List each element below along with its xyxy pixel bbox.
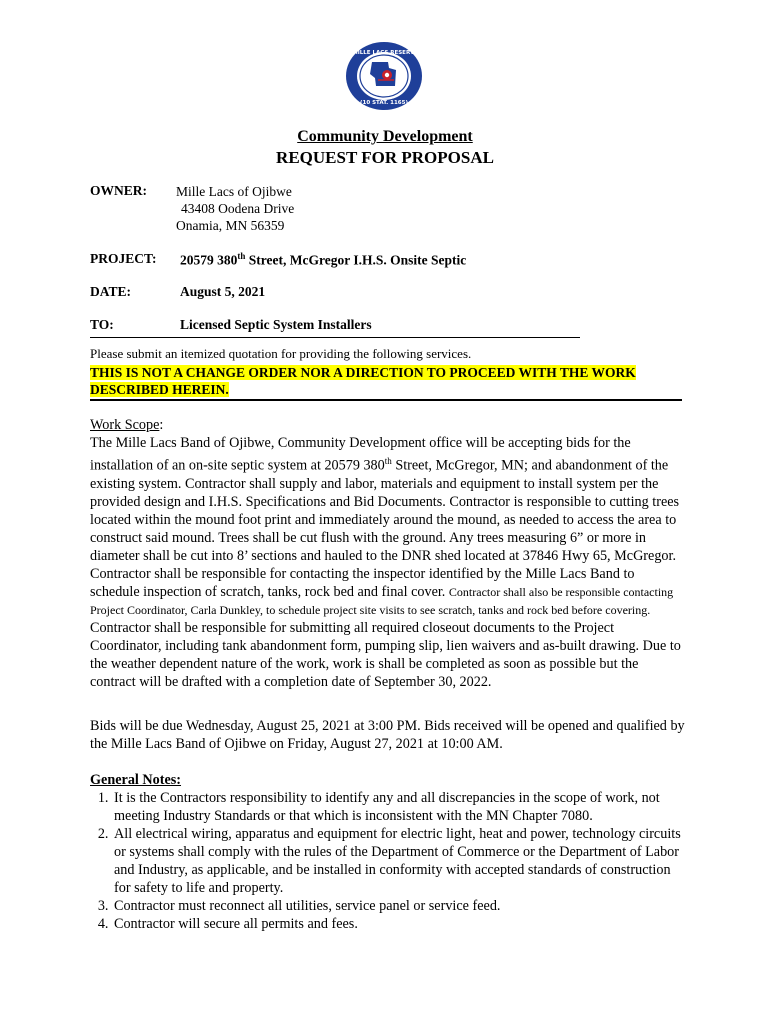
to-row [90, 317, 114, 333]
work-scope-sup: th [384, 456, 392, 466]
project-address-number: 20579 380 [180, 252, 238, 268]
project-label: PROJECT: [90, 251, 157, 266]
work-scope-text-a: The Mille Lacs Band of Ojibwe, Community Development office will be accepting bids for the installation of an on-site septic system at 20579 380 [90, 435, 631, 474]
general-notes-heading: General Notes: [90, 772, 182, 788]
svg-text:(10 STAT. 1165): (10 STAT. 1165) [360, 100, 408, 106]
owner-row [90, 183, 147, 199]
date-row [90, 284, 131, 300]
note-item: 1. It is the Contractors responsibility to identify any and all discrepancies in the scope of work, not meeting Industry Standards or that which is inconsistent with the MN Chapter 7080. [112, 789, 685, 825]
owner-address [176, 183, 294, 234]
note-item: 2. All electrical wiring, apparatus and equipment for electric light, heat and power, technology circuits or systems shall comply with the rules of the Department of Commerce or the Department of Labor and Industry, as applicable, and be installed in conformity with accepted standards of construction for safety to life and property. [112, 825, 685, 897]
note-item: 4. Contractor will secure all permits and fees. [112, 915, 685, 933]
document-title: Community Development [297, 128, 473, 145]
svg-text:1855 MILLE LACS RESERVATION: 1855 MILLE LACS RESERVATION [335, 50, 433, 56]
work-scope-heading: Work Scope [90, 417, 160, 433]
owner-label: OWNER: [90, 183, 147, 198]
document-subtitle: REQUEST FOR PROPOSAL [276, 148, 494, 167]
work-scope-text-c: Contractor shall be responsible for submitting all required closeout documents to the Project Coordinator, including tank abandonment form, pumping slip, lien waivers and as-built drawing. Due to the weather dependent nature of the work, work is shall be completed as soon as possible but the contract will be drafted with a completion date of September 30, 2022. [90, 619, 681, 690]
work-scope-text-small: Contractor shall also be responsible contacting Project Coordinator, Carla Dunkley, to schedule project site visits to see scratch, tanks and rock bed before covering. [90, 584, 674, 617]
project-address-rest: Street, McGregor I.H.S. Onsite Septic [245, 252, 467, 268]
notice-divider [90, 399, 682, 401]
to-label: TO: [90, 317, 114, 332]
work-scope-text-b: Street, McGregor, MN; and abandonment of the existing system. Contractor shall supply and labor, materials and equipment to install system per the provided design and I.H.S. Specifications and Bid Documents. Contractor is responsible to cutting trees located within the mound foot print and immediately around the mound, as needed to access the area to construct said mound. Trees shall be cut flush with the ground. Any trees measuring 6” or more in diameter shall be cut into 8’ sections and hauled to the DNR shed located at 37846 Hwy 65, McGregor. Contractor shall be responsible for contacting the inspector identified by the Mille Lacs Band to schedule inspection of scratch, tanks, rock bed and final cover. [90, 457, 680, 600]
to-value: Licensed Septic System Installers [180, 317, 372, 332]
work-scope-paragraph [90, 434, 685, 691]
project-value [180, 251, 466, 269]
notice-line-2: DESCRIBED HEREIN. [90, 382, 229, 397]
project-suffix: th [237, 251, 246, 261]
work-scope-section [90, 416, 685, 691]
notice-line-1: THIS IS NOT A CHANGE ORDER NOR A DIRECTION TO PROCEED WITH THE WORK [90, 365, 636, 380]
date-label: DATE: [90, 284, 132, 299]
submit-instruction: Please submit an itemized quotation for providing the following services. [90, 346, 472, 361]
bids-paragraph: Bids will be due Wednesday, August 25, 2021 at 3:00 PM. Bids received will be opened and qualified by the Mille Lacs Band of Ojibwe on Friday, August 27, 2021 at 10:00 AM. [90, 718, 685, 752]
mille-lacs-seal-logo [335, 40, 433, 112]
general-notes-section [90, 771, 685, 933]
owner-street: 43408 Oodena Drive [181, 201, 295, 216]
general-notes-list [90, 789, 685, 933]
highlighted-notice [90, 364, 670, 398]
divider-line [90, 337, 580, 338]
date-value: August 5, 2021 [180, 284, 266, 299]
owner-name: Mille Lacs of Ojibwe [176, 184, 292, 199]
note-item: 3. Contractor must reconnect all utilities, service panel or service feed. [112, 897, 685, 915]
work-scope-colon: : [159, 417, 164, 433]
project-row [90, 251, 157, 267]
owner-city: Onamia, MN 56359 [176, 218, 285, 233]
